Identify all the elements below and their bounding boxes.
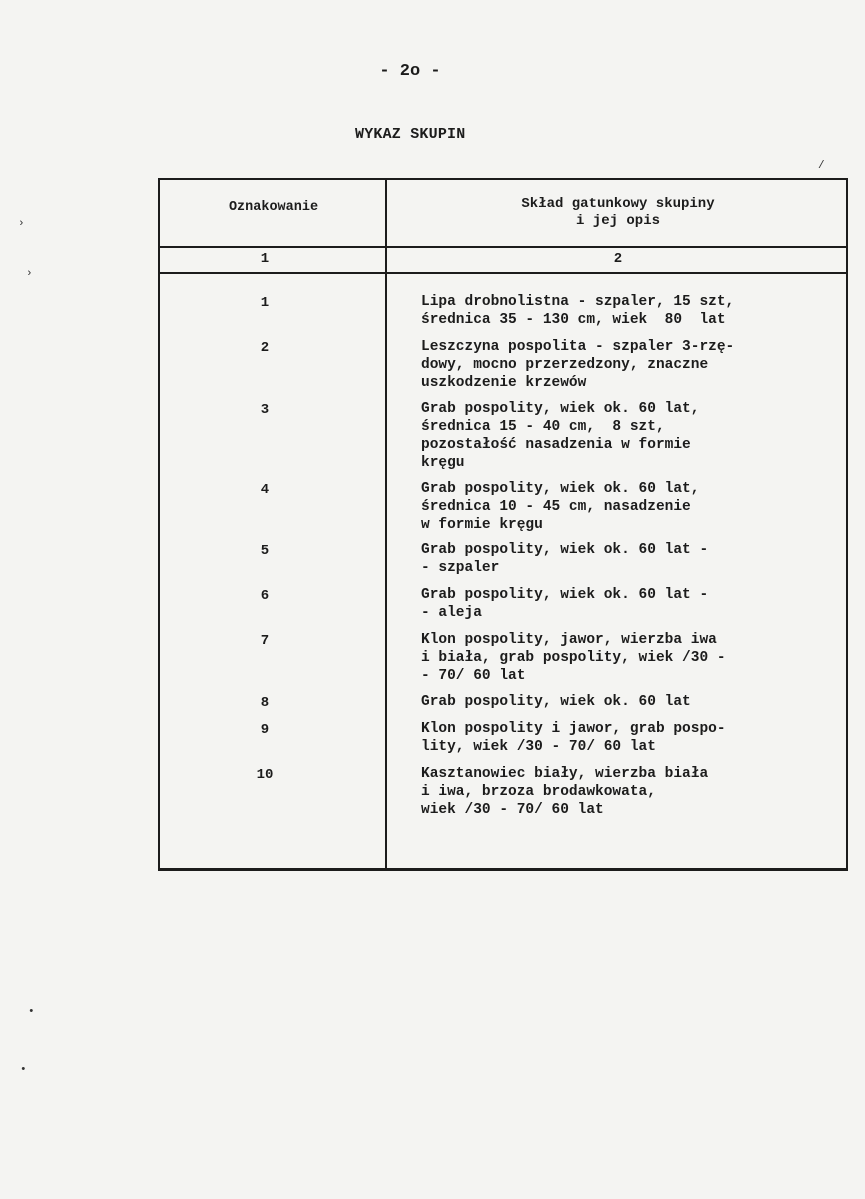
row-id: 7 <box>260 633 270 649</box>
header-divider <box>158 246 848 248</box>
table-top-border <box>158 178 848 180</box>
margin-mark: • <box>28 1006 35 1018</box>
row-description: Grab pospolity, wiek ok. 60 lat, średnica 10 - 45 cm, nasadzenie w formie kręgu <box>421 481 700 533</box>
row-description: Lipa drobnolistna - szpaler, 15 szt, średnica 35 - 130 cm, wiek 80 lat <box>421 294 735 328</box>
row-id: 6 <box>260 588 270 604</box>
row-id: 5 <box>260 543 270 559</box>
header-sklad-line2: i jej opis <box>575 213 660 229</box>
page-number: - 2o - <box>379 62 441 81</box>
row-description: Klon pospolity, jawor, wierzba iwa i biała, grab pospolity, wiek /30 - - 70/ 60 lat <box>421 632 726 684</box>
table-bottom-border <box>158 868 848 871</box>
margin-mark: • <box>20 1064 27 1076</box>
row-description: Grab pospolity, wiek ok. 60 lat - - aleja <box>421 587 709 621</box>
margin-mark: › <box>18 218 25 230</box>
row-id: 2 <box>260 340 270 356</box>
row-description: Grab pospolity, wiek ok. 60 lat <box>421 694 691 710</box>
column-number: 2 <box>613 251 623 267</box>
row-id: 4 <box>260 482 270 498</box>
header-sklad <box>390 196 846 230</box>
row-description: Kasztanowiec biały, wierzba biała i iwa, brzoza brodawkowata, wiek /30 - 70/ 60 lat <box>421 766 709 818</box>
row-description: Klon pospolity i jawor, grab pospo- lity, wiek /30 - 70/ 60 lat <box>421 721 726 755</box>
document-title: WYKAZ SKUPIN <box>355 126 466 143</box>
row-description: Grab pospolity, wiek ok. 60 lat - - szpaler <box>421 542 709 576</box>
colnum-divider <box>158 272 848 274</box>
header-oznakowanie: Oznakowanie <box>228 200 319 215</box>
wykaz-table <box>158 178 848 870</box>
corner-tick-mark: / <box>818 160 825 172</box>
header-sklad-line1: Skład gatunkowy skupiny <box>521 196 715 212</box>
column-number: 1 <box>260 251 270 267</box>
row-id: 1 <box>260 295 270 311</box>
row-id: 3 <box>260 402 270 418</box>
row-id: 8 <box>260 695 270 711</box>
row-description: Leszczyna pospolita - szpaler 3-rzę- dowy, mocno przerzedzony, znaczne uszkodzenie krzewów <box>421 339 735 391</box>
row-id: 10 <box>256 767 274 783</box>
margin-mark: › <box>26 268 33 280</box>
row-description: Grab pospolity, wiek ok. 60 lat, średnica 15 - 40 cm, 8 szt, pozostałość nasadzenia w formie kręgu <box>421 401 700 471</box>
column-divider <box>385 178 387 870</box>
row-id: 9 <box>260 722 270 738</box>
